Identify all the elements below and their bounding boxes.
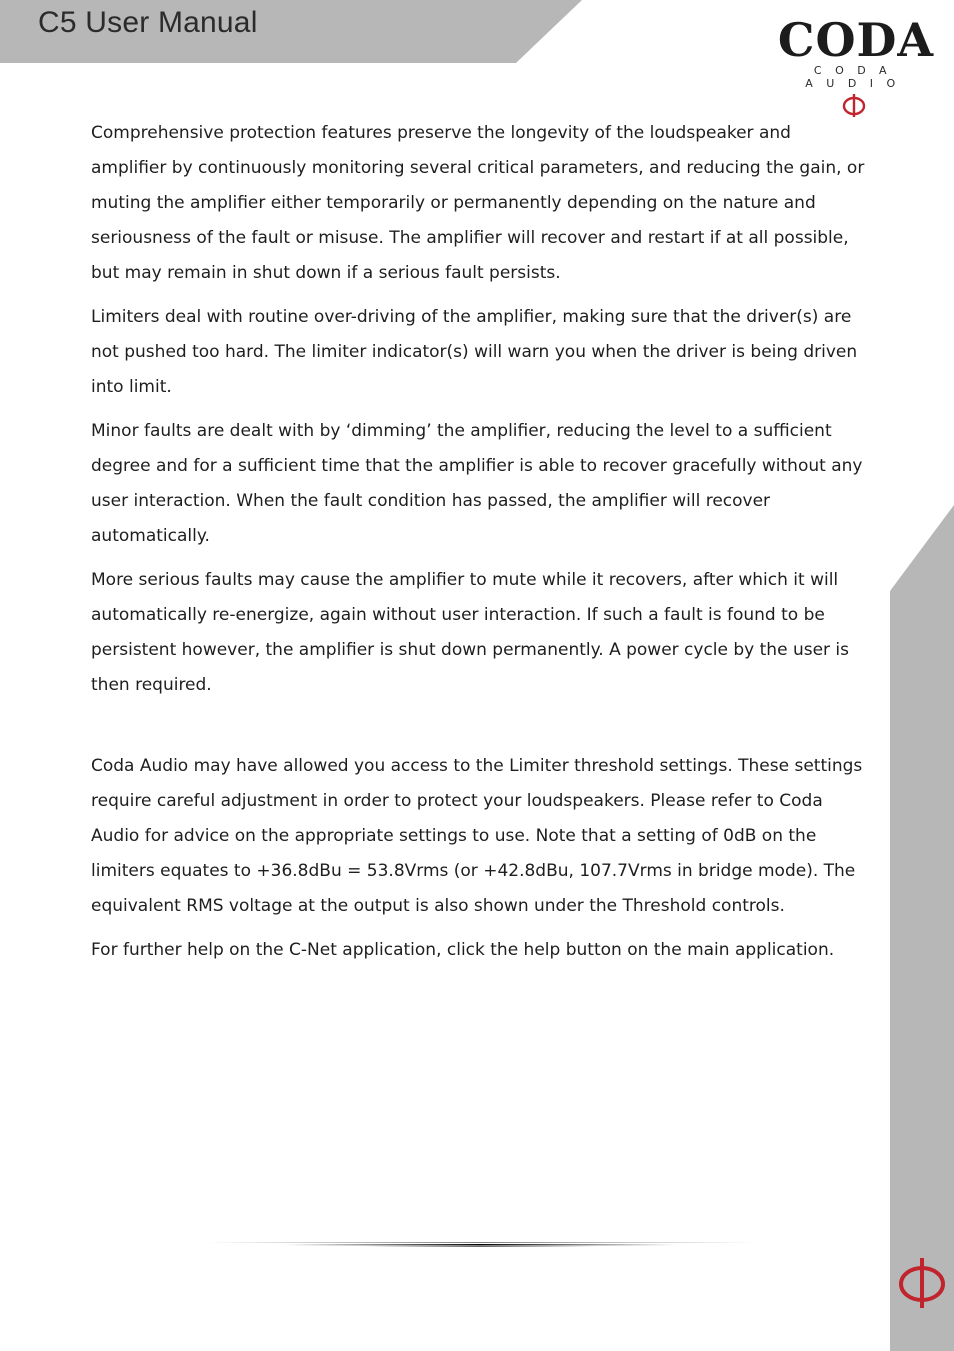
coda-phi-icon [841,92,867,118]
body-paragraph: For further help on the C-Net application, click the help button on the main application. [91,940,835,960]
document-title: C5 User Manual [38,6,258,39]
logo-subtitle: CODA AUDIO [805,64,909,90]
document-body [91,116,871,977]
footer-divider [205,1238,755,1252]
body-paragraph: Comprehensive protection features preserve the longevity of the loudspeaker and amplifier by continuously monitoring several critical parameters, and reducing the gain, or muting the amplifier either temporarily or permanently depending on the nature and seriousness of the fault or misuse. The amplifier will recover and restart if at all possible, but may remain in shut down if a serious fault persists. [91,123,865,283]
coda-phi-icon [896,1256,948,1310]
body-paragraph: Coda Audio may have allowed you access to the Limiter threshold settings. These settings require careful adjustment in order to protect your loudspeakers. Please refer to Coda Audio for advice on the appropriate settings to use. Note that a setting of 0dB on the limiters equates to +36.8dBu = 53.8Vrms (or +42.8dBu, 107.7Vrms in bridge mode). The equivalent RMS voltage at the output is also shown under the Threshold controls. [91,756,863,916]
body-paragraph: Minor faults are dealt with by ‘dimming’ the amplifier, reducing the level to a sufficient degree and for a sufficient time that the amplifier is able to recover gracefully without any user interaction. When the fault condition has passed, the amplifier will recover automatically. [91,421,863,546]
coda-audio-logo [775,14,937,114]
body-paragraph: More serious faults may cause the amplifier to mute while it recovers, after which it will automatically re-energize, again without user interaction. If such a fault is found to be persistent however, the amplifier is shut down permanently. A power cycle by the user is then required. [91,570,850,695]
logo-wordmark: CODA [777,13,935,67]
side-band [890,505,954,1351]
body-paragraph: Limiters deal with routine over-driving of the amplifier, making sure that the driver(s) are not pushed too hard. The limiter indicator(s) will warn you when the driver is being driven into limit. [91,307,858,397]
